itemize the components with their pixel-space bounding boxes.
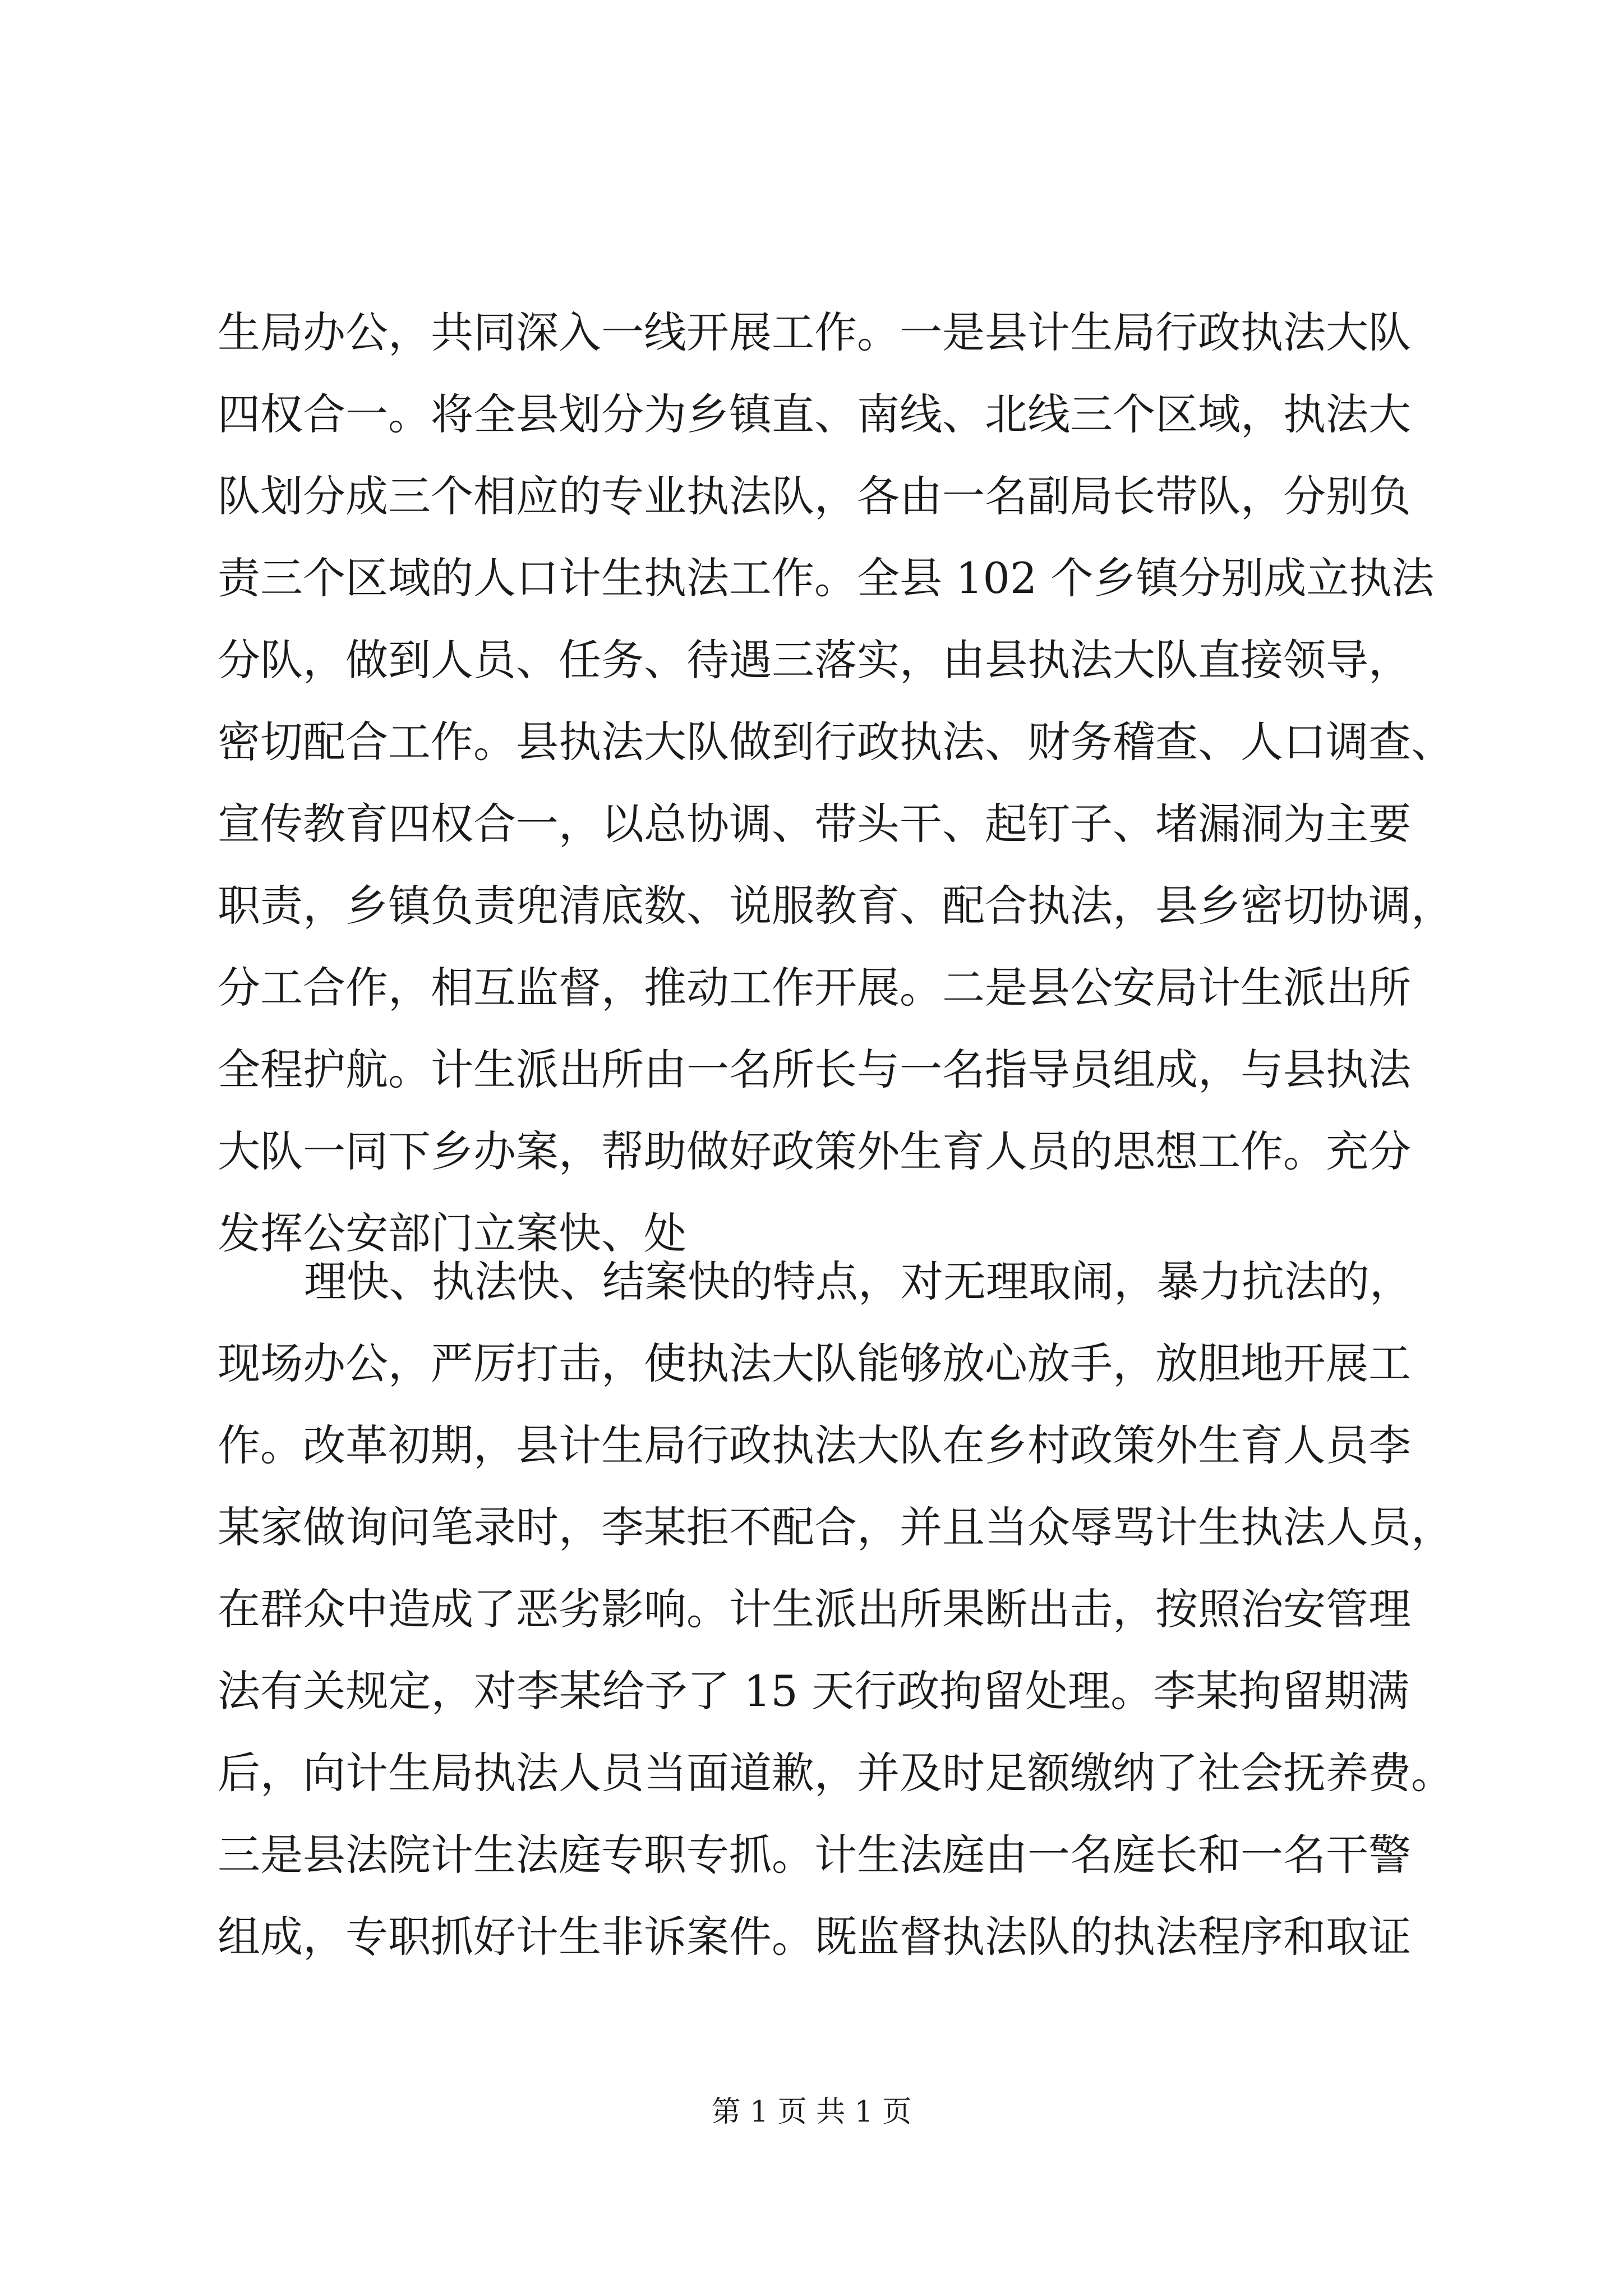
paragraph-1: [218, 292, 1454, 1274]
text-line: 分工合作，相互监督，推动工作开展。二是县公安局计生派出所: [218, 963, 1411, 1013]
text-line: 理快、执法快、结案快的特点，对无理取闹，暴力抗法的，: [304, 1257, 1412, 1306]
text-line: 作。改革初期，县计生局行政执法大队在乡村政策外生育人员李: [218, 1420, 1411, 1470]
text-line: 发挥公安部门立案快、处: [218, 1208, 686, 1258]
text-line: 组成，专职抓好计生非诉案件。既监督执法队的执法程序和取证: [218, 1912, 1411, 1962]
text-line: 某家做询问笔录时，李某拒不配合，并且当众辱骂计生执法人员，: [218, 1502, 1454, 1552]
text-line: 在群众中造成了恶劣影响。计生派出所果断出击，按照治安管理: [218, 1584, 1411, 1634]
text-line: 全程护航。计生派出所由一名所长与一名指导员组成，与县执法: [218, 1045, 1411, 1094]
text-line: 后，向计生局执法人员当面道歉，并及时足额缴纳了社会抚养费。: [218, 1748, 1454, 1798]
text-line: 宣传教育四权合一，以总协调、带头干、起钉子、堵漏洞为主要: [218, 799, 1411, 849]
page-footer: 第 1 页 共 1 页: [711, 2095, 912, 2129]
text-line: 生局办公，共同深入一线开展工作。一是县计生局行政执法大队: [218, 307, 1411, 357]
text-line: 大队一同下乡办案，帮助做好政策外生育人员的思想工作。充分: [218, 1126, 1411, 1176]
text-line: 现场办公，严厉打击，使执法大队能够放心放手，放胆地开展工: [218, 1338, 1411, 1388]
text-line: 责三个区域的人口计生执法工作。全县 102 个乡镇分别成立执法: [218, 553, 1435, 603]
text-line: 职责，乡镇负责兜清底数、说服教育、配合执法，县乡密切协调，: [218, 881, 1454, 931]
text-line: 法有关规定，对李某给予了 15 天行政拘留处理。李某拘留期满: [218, 1666, 1409, 1716]
text-line: 队划分成三个相应的专业执法队，各由一名副局长带队，分别负: [218, 471, 1411, 521]
text-line: 四权合一。将全县划分为乡镇直、南线、北线三个区域，执法大: [218, 389, 1411, 439]
text-line: 分队，做到人员、任务、待遇三落实，由县执法大队直接领导，: [218, 635, 1411, 685]
text-line: 三是县法院计生法庭专职专抓。计生法庭由一名庭长和一名干警: [218, 1830, 1411, 1880]
text-line: 密切配合工作。县执法大队做到行政执法、财务稽查、人口调查、: [218, 717, 1454, 767]
paragraph-2: [218, 1241, 1454, 1978]
